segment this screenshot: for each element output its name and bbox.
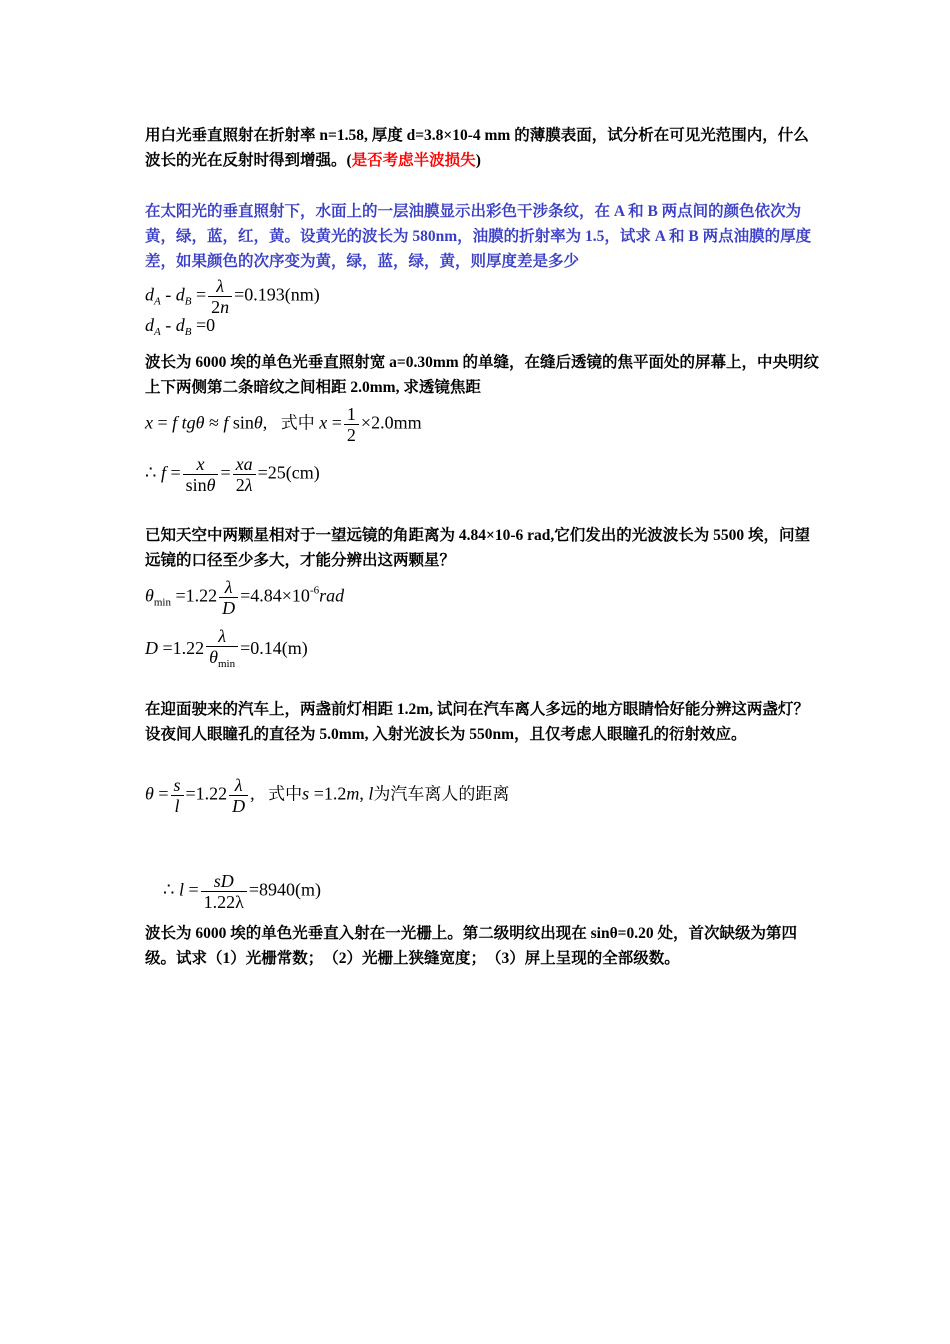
problem-4-text: 已知天空中两颗星相对于一望远镜的角距离为 4.84×10-6 rad,它们发出的光波波长为 5500 埃，问望远镜的口径至少多大，才能分辨出这两颗星？ [145,527,810,569]
problem-3-result: =25(cm) [257,462,320,483]
problem-2-result-1: =0.193(nm) [234,284,320,305]
problem-5-equation-1: θ = $\frac{s}{l}$ =1.22 $\frac{\lambda}{D}$ , 式中s =1.2m, l为汽车离人的距离 [145,775,510,816]
problem-2-equation-1: $d_A - d_B$ = $\frac{\lambda}{2n}$ =0.193(nm) [145,276,320,317]
problem-3-text: 波长为 6000 埃的单色光垂直照射宽 a=0.30mm 的单缝，在缝后透镜的焦平面处的屏幕上，中央明纹上下两侧第二条暗纹之间相距 2.0mm, 求透镜焦距 [145,354,820,396]
problem-3-equation-1: x = f tgθ ≈ f sinθ, 式中 x = $\frac{1}{2}$ ×2.0mm [145,404,422,445]
problem-5-note: 式中 [268,784,303,805]
problem-1-text-end: ) [475,152,481,169]
problem-5-result: =8940(m) [248,879,321,900]
problem-6 [145,921,820,971]
problem-3 [145,350,820,400]
problem-3-tail: ×2.0mm [360,412,422,433]
problem-1-text: 用白光垂直照射在折射率 n=1.58, 厚度 d=3.8×10-4 mm 的薄膜表面，试分析在可见光范围内，什么波长的光在反射时得到增强。( [145,127,809,169]
problem-4-equation-1: $\theta_{min} =1.22$ $\frac{\lambda}{D}$ $=4.84\times 10^{-6}rad$ [145,577,345,618]
problem-2-result-2: =0 [195,315,216,335]
problem-4-unit: rad [319,585,345,606]
problem-4-result-2: =0.14(m) [240,638,308,659]
problem-6-text: 波长为 6000 埃的单色光垂直入射在一光栅上。第二级明纹出现在 sinθ=0.20 处，首次缺级为第四级。试求（1）光栅常数； （2）光栅上狭缝宽度； （3）屏上呈现的全部级数。 [145,925,798,967]
problem-5-tail: 为汽车离人的距离 [373,784,510,805]
problem-2-text: 在太阳光的垂直照射下，水面上的一层油膜显示出彩色干涉条纹，在 A 和 B 两点间的颜色依次为黄，绿，蓝，红，黄。设黄光的波长为 580nm，油膜的折射率为 1.5，试求 A 和 B 两点油膜的厚度差，如果颜色的次序变为黄，绿，蓝，绿，黄，则厚度差是多少 [145,203,812,270]
problem-5-text: 在迎面驶来的汽车上，两盏前灯相距 1.2m, 试问在汽车离人多远的地方眼睛恰好能分辨这两盏灯？设夜间人眼瞳孔的直径为 5.0mm, 入射光波长为 550nm，且仅考虑人眼瞳孔的衍射效应。 [145,701,809,743]
problem-4-equation-2: D =1.22 $\frac{\lambda}{\theta_{min}}$ =0.14(m) [145,626,308,670]
problem-5 [145,697,820,747]
problem-1 [145,123,820,173]
problem-4-coef-1: =1.22 [175,585,218,606]
problem-3-note: 式中 [280,413,315,434]
problem-2-equation-2: $d_A - d_B =0$ [145,315,216,338]
problem-4 [145,523,820,573]
problem-5-equation-2: ∴ l = $\frac{sD}{1.22\lambda}$ =8940(m) [163,871,321,912]
problem-2 [145,199,820,274]
problem-4-result-1: =4.84×10 [240,585,310,606]
problem-4-coef-2: =1.22 [162,638,205,659]
problem-5-coef: =1.22 [185,783,228,804]
problem-4-exponent: -6 [309,584,320,597]
problem-1-note: 是否考虑半波损失 [351,152,476,169]
problem-5-denominator: 1.22λ [203,892,244,912]
problem-3-equation-2: ∴ f = $\frac{x}{\sin\theta}$ = $\frac{xa}{2\lambda}$ =25(cm) [145,454,320,495]
